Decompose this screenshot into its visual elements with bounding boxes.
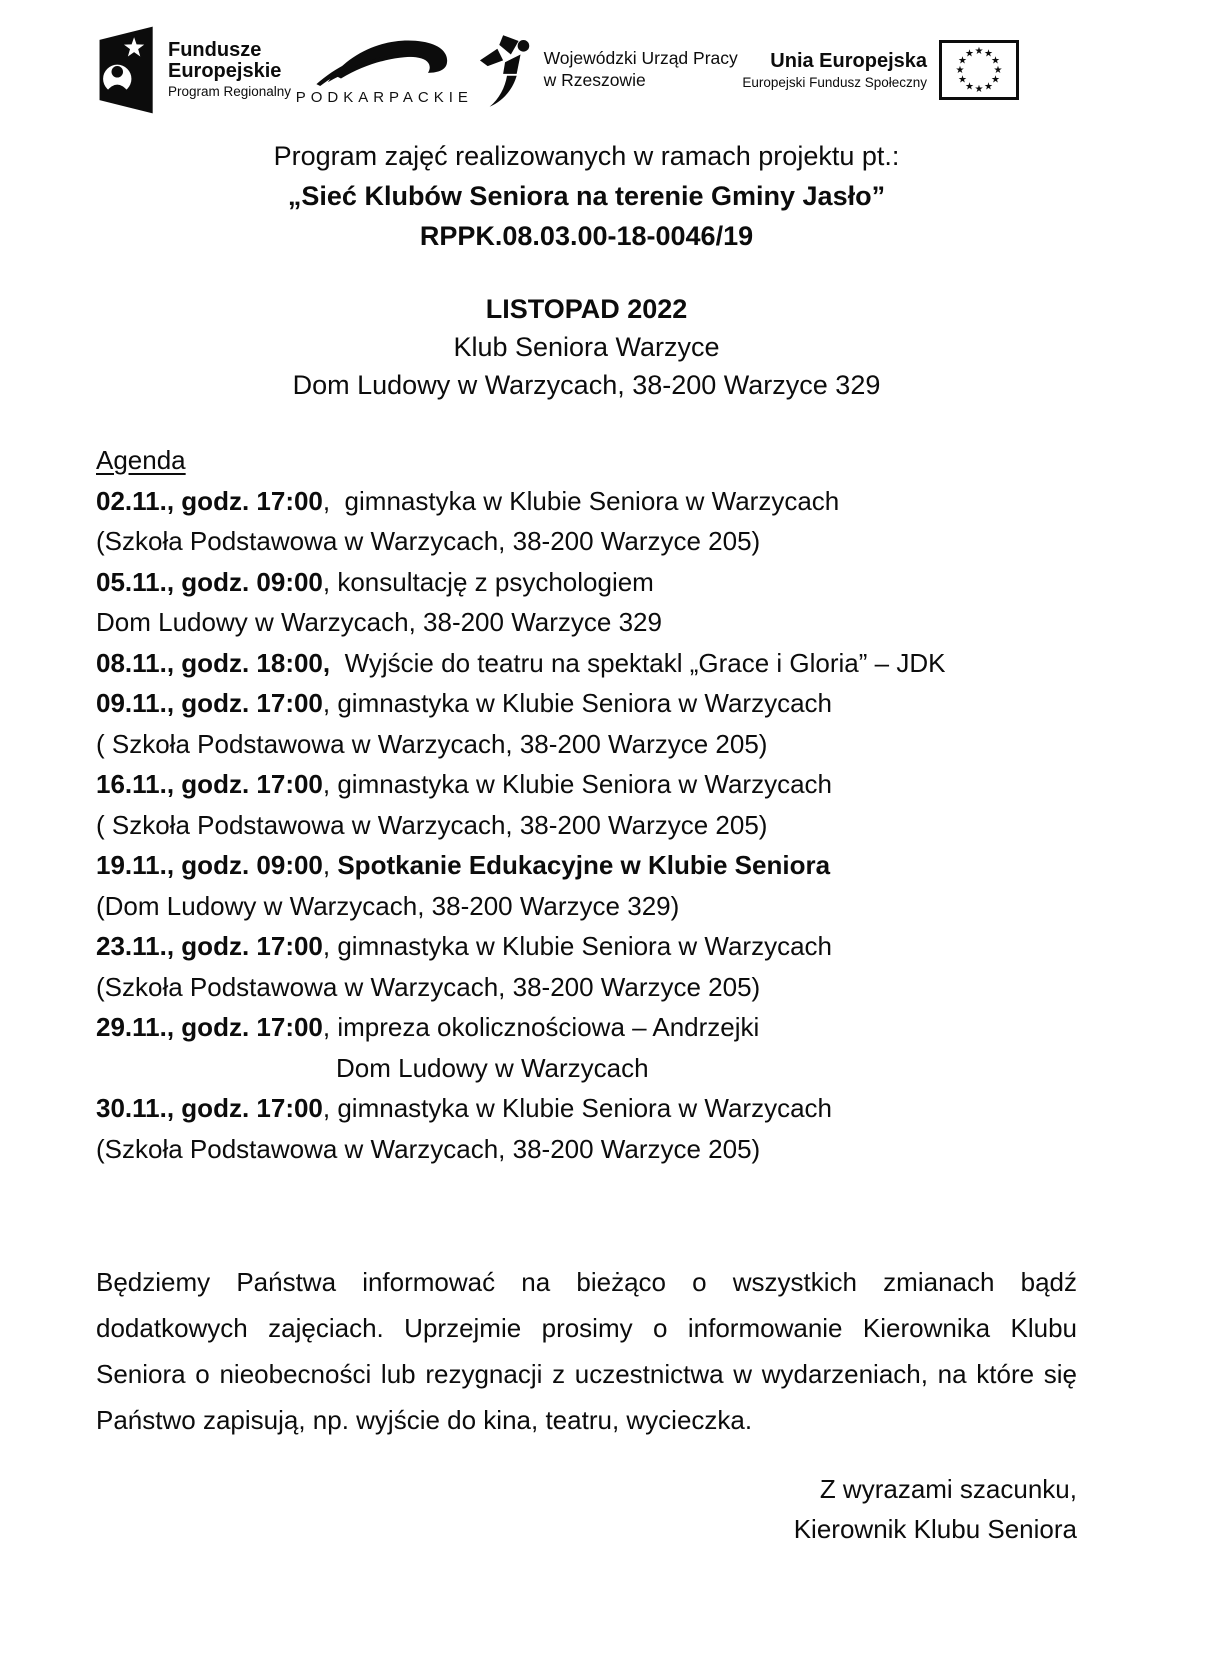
paragraph-line: dodatkowych zajęciach. Uprzejmie prosimy o informowanie Kierownika Klubu bbox=[96, 1313, 1077, 1343]
title-line-2: „Sieć Klubów Seniora na terenie Gminy Jasło” bbox=[287, 181, 886, 211]
agenda-line: Dom Ludowy w Warzycach bbox=[336, 1052, 649, 1083]
logo-wup-rzeszow bbox=[478, 31, 738, 109]
agenda-line: 09.11., godz. 17:00, gimnastyka w Klubie Seniora w Warzycach bbox=[96, 688, 833, 718]
logo-unia-line2: Europejski Fundusz Społeczny bbox=[742, 74, 927, 90]
title-line-3: RPPK.08.03.00-18-0046/19 bbox=[419, 221, 754, 251]
agenda-line: (Szkoła Podstawowa w Warzycach, 38-200 Warzyce 205) bbox=[96, 971, 761, 1002]
agenda-line: (Szkoła Podstawowa w Warzycach, 38-200 Warzyce 205) bbox=[96, 1133, 761, 1164]
signoff-line-2: Kierownik Klubu Seniora bbox=[793, 1514, 1077, 1544]
svg-text:★: ★ bbox=[991, 55, 1000, 67]
eu-funds-flag-icon bbox=[96, 22, 158, 118]
event-venue: Dom Ludowy w Warzycach, 38-200 Warzyce 329 bbox=[292, 370, 881, 400]
agenda-line: (Szkoła Podstawowa w Warzycach, 38-200 Warzyce 205) bbox=[96, 526, 761, 556]
wup-bird-icon bbox=[478, 31, 536, 109]
signoff-line-1: Z wyrazami szacunku, bbox=[819, 1474, 1077, 1504]
event-club: Klub Seniora Warzyce bbox=[453, 332, 720, 362]
logo-fundusze-europejskie bbox=[96, 22, 291, 118]
agenda-line: 05.11., godz. 09:00, konsultację z psychologiem bbox=[96, 566, 654, 597]
agenda-section bbox=[96, 440, 1077, 1169]
paragraph-line: Będziemy Państwa informować na bieżąco o wszystkich zmianach bądź bbox=[96, 1267, 1077, 1297]
svg-text:★: ★ bbox=[974, 46, 984, 57]
agenda-line: Dom Ludowy w Warzycach, 38-200 Warzyce 329 bbox=[96, 607, 662, 637]
svg-text:★: ★ bbox=[965, 48, 974, 60]
svg-text:★: ★ bbox=[965, 81, 974, 93]
svg-text:★: ★ bbox=[955, 65, 965, 76]
logo-fundusze-line3: Program Regionalny bbox=[168, 84, 292, 100]
svg-text:★: ★ bbox=[958, 55, 967, 67]
info-paragraph bbox=[96, 1259, 1077, 1443]
event-month: LISTOPAD 2022 bbox=[485, 294, 688, 324]
eu-flag-icon bbox=[939, 40, 1019, 100]
agenda-line: 23.11., godz. 17:00, gimnastyka w Klubie Seniora w Warzycach bbox=[96, 931, 833, 961]
svg-text:★: ★ bbox=[991, 74, 1000, 86]
agenda-line: 30.11., godz. 17:00, gimnastyka w Klubie Seniora w Warzycach bbox=[96, 1093, 833, 1123]
agenda-line: 29.11., godz. 17:00, impreza okolicznościowa – Andrzejki bbox=[96, 1012, 760, 1042]
logo-fundusze-line1: Fundusze bbox=[168, 39, 262, 62]
document-title bbox=[96, 136, 1077, 256]
agenda-line: 08.11., godz. 18:00, Wyjście do teatru na spektakl „Grace i Gloria” – JDK bbox=[96, 647, 946, 678]
event-subheader bbox=[96, 290, 1077, 404]
logo-podkarpackie bbox=[296, 35, 473, 106]
svg-text:★: ★ bbox=[984, 81, 993, 93]
agenda-line: ( Szkoła Podstawowa w Warzycach, 38-200 Warzyce 205) bbox=[96, 809, 768, 840]
logo-fundusze-line2: Europejskie bbox=[168, 60, 282, 83]
logo-unia-europejska bbox=[742, 40, 1019, 100]
paragraph-line: Seniora o nieobecności lub rezygnacji z uczestnictwa w wydarzeniach, na które się bbox=[96, 1359, 1077, 1389]
agenda-line: 19.11., godz. 09:00, Spotkanie Edukacyjne w Klubie Seniora bbox=[96, 850, 831, 880]
svg-text:★: ★ bbox=[974, 84, 984, 95]
logo-wup-line1: Wojewódzki Urząd Pracy bbox=[543, 48, 738, 69]
agenda-line: 16.11., godz. 17:00, gimnastyka w Klubie Seniora w Warzycach bbox=[96, 769, 833, 799]
agenda-heading: Agenda bbox=[96, 445, 186, 475]
logo-podkarpackie-label: PODKARPACKIE bbox=[295, 88, 473, 106]
agenda-line: (Dom Ludowy w Warzycach, 38-200 Warzyce 329) bbox=[96, 890, 680, 921]
podkarpackie-swoosh-icon bbox=[309, 35, 459, 87]
title-line-1: Program zajęć realizowanych w ramach projektu pt.: bbox=[273, 141, 900, 171]
agenda-line: 02.11., godz. 17:00, gimnastyka w Klubie Seniora w Warzycach bbox=[96, 485, 840, 516]
agenda-line: ( Szkoła Podstawowa w Warzycach, 38-200 Warzyce 205) bbox=[96, 728, 768, 759]
logo-unia-line1: Unia Europejska bbox=[770, 49, 927, 72]
svg-text:★: ★ bbox=[993, 65, 1003, 76]
logo-wup-line2: w Rzeszowie bbox=[543, 70, 646, 90]
svg-text:★: ★ bbox=[984, 48, 993, 60]
svg-text:★: ★ bbox=[958, 74, 967, 86]
paragraph-line: Państwo zapisują, np. wyjście do kina, teatru, wycieczka. bbox=[96, 1405, 753, 1435]
agenda-list bbox=[96, 481, 1077, 1170]
logo-strip bbox=[96, 24, 1077, 116]
signoff bbox=[96, 1469, 1077, 1549]
